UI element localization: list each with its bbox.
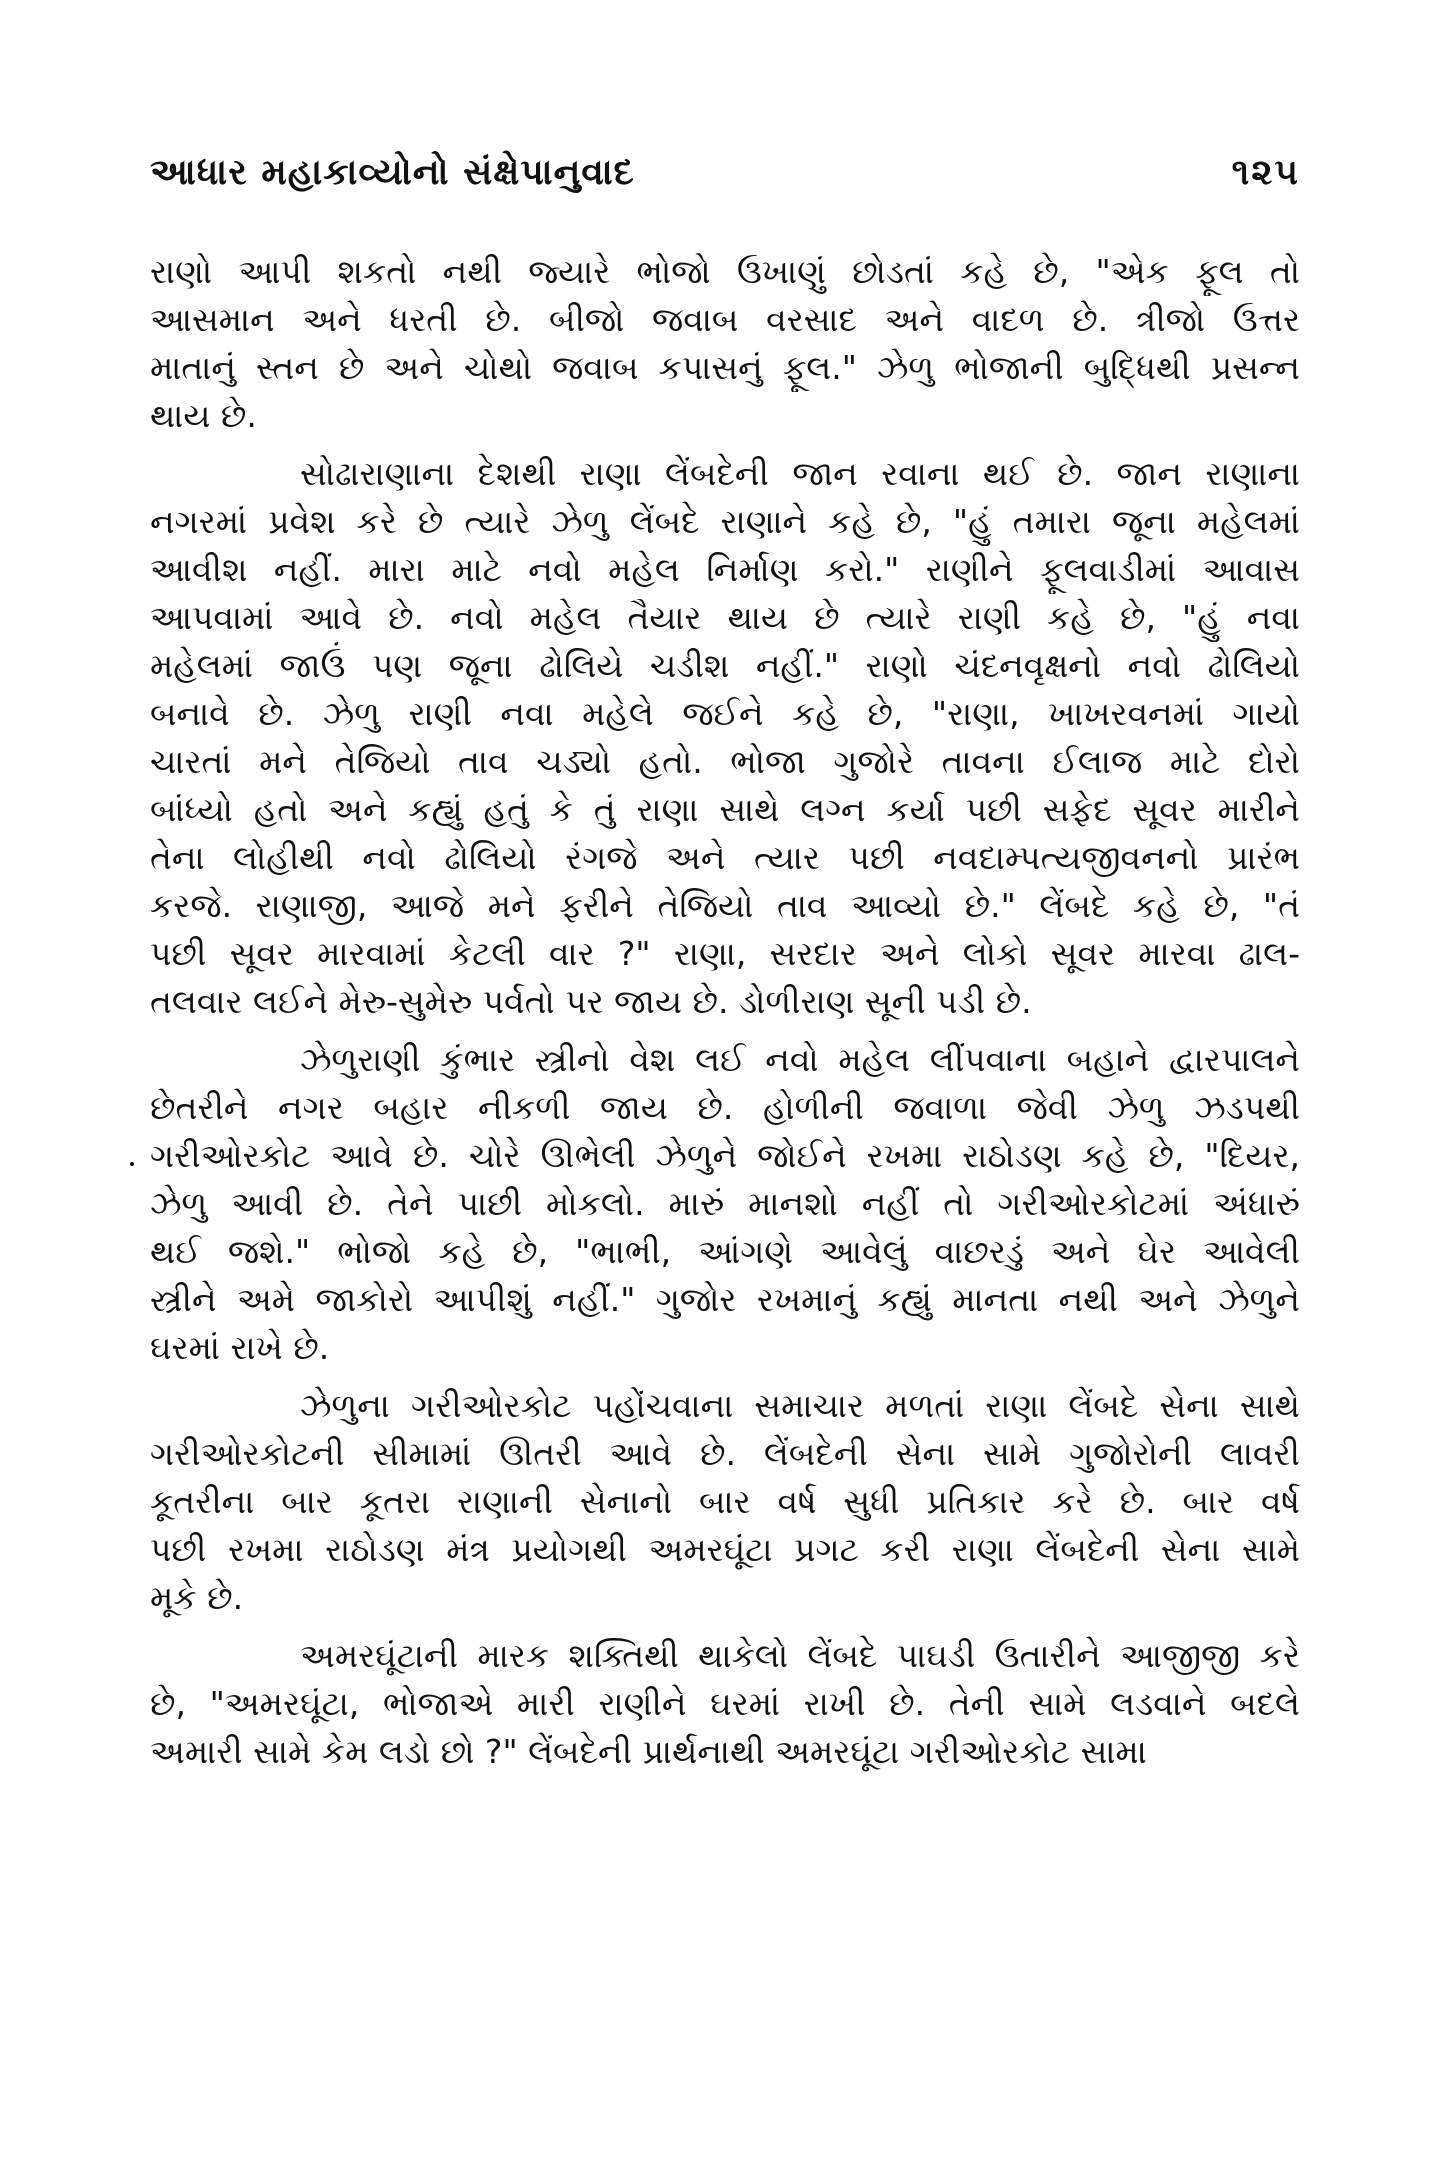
text-line: મૂકે છે. — [150, 1578, 244, 1617]
text-line: માતાનું સ્તન છે અને ચોથો જવાબ કપાસનું ફૂલ." ઝેળુ ભોજાની બુદ્ધિથી પ્રસન્ન — [150, 348, 1300, 387]
text-line: ઝેળુ આવી છે. તેને પાછી મોકલો. મારું માનશો નહીં તો ગરીઓરકોટમાં અંધારું — [150, 1184, 1300, 1223]
text-line: બાંધ્યો હતો અને કહ્યું હતું કે તું રાણા સાથે લગ્ન કર્યા પછી સફેદ સૂવર મારીને — [150, 790, 1300, 829]
text-line: છેતરીને નગર બહાર નીકળી જાય છે. હોળીની જવાળા જેવી ઝેળુ ઝડપથી — [150, 1088, 1300, 1127]
text-line: થાય છે. — [150, 396, 257, 435]
text-line: કરજે. રાણાજી, આજે મને ફરીને તેજિયો તાવ આવ્યો છે." લેંબદે કહે છે, "તં — [150, 886, 1300, 925]
text-line: સોઢારાણાના દેશથી રાણા લેંબદેની જાન રવાના થઈ છે. જાન રાણાના — [300, 454, 1300, 493]
paragraph — [150, 248, 1300, 440]
text-line: ઝેળુરાણી કુંભાર સ્ત્રીનો વેશ લઈ નવો મહેલ લીંપવાના બહાને દ્વારપાલને — [300, 1040, 1300, 1079]
paragraph — [150, 1632, 1300, 1776]
text-line: મહેલમાં જાઉં પણ જૂના ઢોલિયે ચડીશ નહીં." રાણો ચંદનવૃક્ષનો નવો ઢોલિયો — [150, 646, 1300, 685]
margin-dot — [130, 1162, 134, 1166]
text-line: સ્ત્રીને અમે જાકોરો આપીશું નહીં." ગુજોર રખમાનું કહ્યું માનતા નથી અને ઝેળુને — [150, 1280, 1300, 1319]
text-line: બનાવે છે. ઝેળુ રાણી નવા મહેલે જઈને કહે છે, "રાણા, ખાખરવનમાં ગાયો — [150, 694, 1300, 733]
text-line: તેના લોહીથી નવો ઢોલિયો રંગજે અને ત્યાર પછી નવદામ્પત્યજીવનનો પ્રારંભ — [150, 838, 1300, 877]
text-line: રાણો આપી શકતો નથી જ્યારે ભોજો ઉખાણું છોડતાં કહે છે, "એક ફૂલ તો — [150, 252, 1300, 291]
text-line: આપવામાં આવે છે. નવો મહેલ તૈયાર થાય છે ત્યારે રાણી કહે છે, "હું નવા — [150, 598, 1300, 637]
text-line: આસમાન અને ધરતી છે. બીજો જવાબ વરસાદ અને વાદળ છે. ત્રીજો ઉત્તર — [150, 300, 1300, 339]
text-line: પછી સૂવર મારવામાં કેટલી વાર ?" રાણા, સરદાર અને લોકો સૂવર મારવા ઢાલ- — [150, 934, 1300, 973]
text-line: અમારી સામે કેમ લડો છો ?" લેંબદેની પ્રાર્થનાથી અમરઘૂંટા ગરીઓરકોટ સામા — [150, 1732, 1147, 1771]
text-line: ઝેળુના ગરીઓરકોટ પહોંચવાના સમાચાર મળતાં રાણા લેંબદે સેના સાથે — [300, 1386, 1300, 1425]
paragraph — [150, 1382, 1300, 1622]
text-line: છે, "અમરઘૂંટા, ભોજાએ મારી રાણીને ઘરમાં રાખી છે. તેની સામે લડવાને બદલે — [150, 1684, 1300, 1723]
text-line: અમરઘૂંટાની મારક શક્તિથી થાકેલો લેંબદે પાઘડી ઉતારીને આજીજી કરે — [300, 1636, 1300, 1675]
text-line: તલવાર લઈને મેરુ-સુમેરુ પર્વતો પર જાય છે. ડોળીરાણ સૂની પડી છે. — [150, 982, 1032, 1021]
paragraph — [150, 450, 1300, 1026]
text-line: આવીશ નહીં. મારા માટે નવો મહેલ નિર્માણ કરો." રાણીને ફૂલવાડીમાં આવાસ — [150, 550, 1300, 589]
text-line: ઘરમાં રાખે છે. — [150, 1328, 330, 1367]
text-line: ગરીઓરકોટ આવે છે. ચોરે ઊભેલી ઝેળુને જોઈને રખમા રાઠોડણ કહે છે, "દિયર, — [150, 1136, 1300, 1175]
header-title: આધાર મહાકાવ્યોનો સંક્ષેપાનુવાદ — [150, 152, 635, 193]
text-line: ચારતાં મને તેજિયો તાવ ચડ્યો હતો. ભોજા ગુજોરે તાવના ઈલાજ માટે દોરો — [150, 742, 1300, 781]
text-line: થઈ જશે." ભોજો કહે છે, "ભાભી, આંગણે આવેલું વાછરડું અને ઘેર આવેલી — [150, 1232, 1300, 1271]
running-header — [150, 152, 1300, 212]
body-text — [150, 248, 1300, 1776]
text-line: ગરીઓરકોટની સીમામાં ઊતરી આવે છે. લેંબદેની સેના સામે ગુજોરોની લાવરી — [150, 1434, 1300, 1473]
page-number: ૧૨૫ — [1231, 152, 1300, 193]
text-line: નગરમાં પ્રવેશ કરે છે ત્યારે ઝેળુ લેંબદે રાણાને કહે છે, "હું તમારા જૂના મહેલમાં — [150, 502, 1300, 541]
text-line: પછી રખમા રાઠોડણ મંત્ર પ્રયોગથી અમરઘૂંટા પ્રગટ કરી રાણા લેંબદેની સેના સામે — [150, 1530, 1300, 1569]
paragraph — [150, 1036, 1300, 1372]
text-line: કૂતરીના બાર કૂતરા રાણાની સેનાનો બાર વર્ષ સુધી પ્રતિકાર કરે છે. બાર વર્ષ — [150, 1482, 1300, 1521]
